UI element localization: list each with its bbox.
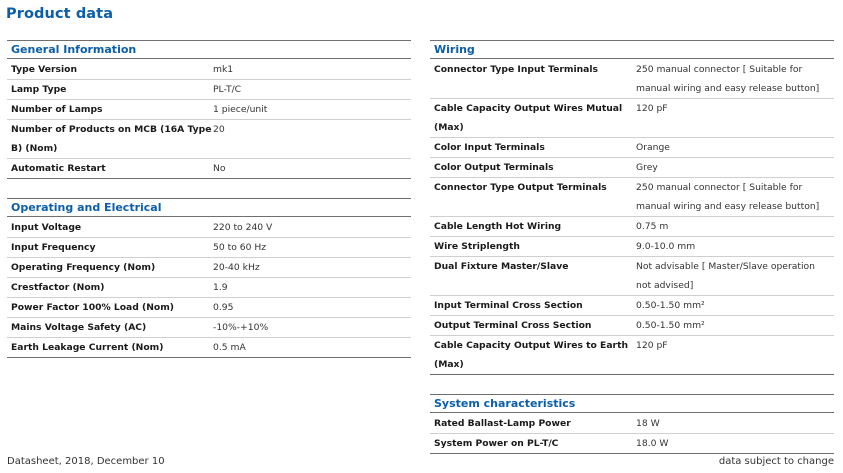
section-system-characteristics [430, 394, 834, 454]
spec-row [430, 257, 834, 296]
spec-row [430, 434, 834, 454]
spec-value: -10%-+10% [213, 322, 269, 333]
section-general-information [7, 40, 411, 179]
spec-value: Orange [636, 142, 670, 153]
spec-label: Input Frequency [11, 242, 96, 253]
footer-date: Datasheet, 2018, December 10 [7, 456, 165, 467]
spec-row [430, 237, 834, 257]
spec-row [7, 258, 411, 278]
spec-row [430, 99, 834, 138]
spec-label: Number of Lamps [11, 104, 103, 115]
spec-row [7, 218, 411, 238]
spec-row [7, 100, 411, 120]
spec-value: 220 to 240 V [213, 222, 273, 233]
spec-label: Connector Type Input Terminals [434, 64, 598, 75]
spec-value: 1 piece/unit [213, 104, 268, 115]
section-heading: Operating and Electrical [7, 198, 411, 217]
spec-label: Color Output Terminals [434, 162, 554, 173]
spec-row [430, 414, 834, 434]
spec-row [430, 178, 834, 217]
spec-label: System Power on PL-T/C [434, 438, 559, 449]
spec-label: Wire Striplength [434, 241, 520, 252]
spec-row [7, 278, 411, 298]
spec-value: Grey [636, 162, 658, 173]
spec-label: Operating Frequency (Nom) [11, 262, 156, 273]
spec-label: Output Terminal Cross Section [434, 320, 592, 331]
spec-row [430, 60, 834, 99]
spec-label: Power Factor 100% Load (Nom) [11, 302, 175, 313]
spec-value: 0.75 m [636, 221, 669, 232]
section-wiring [430, 40, 834, 375]
spec-value: 250 manual connector [ Suitable for manual wiring and easy release button] [636, 182, 820, 212]
spec-row [430, 336, 834, 375]
spec-row [430, 217, 834, 237]
spec-value: 0.50-1.50 mm² [636, 300, 705, 311]
spec-value: 18.0 W [636, 438, 669, 449]
spec-value: 120 pF [636, 103, 668, 114]
spec-label: Connector Type Output Terminals [434, 182, 607, 193]
spec-row [7, 298, 411, 318]
section-operating-and-electrical [7, 198, 411, 358]
footer-disclaimer: data subject to change [718, 456, 834, 467]
spec-value: Not advisable [ Master/Slave operation not advised] [636, 261, 815, 291]
spec-label: Mains Voltage Safety (AC) [11, 322, 147, 333]
spec-value: 1.9 [213, 282, 228, 293]
spec-label: Type Version [11, 64, 78, 75]
spec-value: 50 to 60 Hz [213, 242, 267, 253]
spec-row [7, 338, 411, 358]
right-column [430, 40, 834, 473]
spec-row [7, 60, 411, 80]
spec-row [430, 316, 834, 336]
spec-label: Input Voltage [11, 222, 82, 233]
spec-label: Number of Products on MCB (16A Type B) (Nom) [11, 124, 212, 154]
spec-row [7, 80, 411, 100]
section-heading: General Information [7, 40, 411, 59]
spec-value: 120 pF [636, 340, 668, 351]
spec-label: Cable Capacity Output Wires Mutual (Max) [434, 103, 623, 133]
spec-value: 20-40 kHz [213, 262, 260, 273]
spec-value: 0.50-1.50 mm² [636, 320, 705, 331]
spec-row [430, 296, 834, 316]
spec-label: Cable Length Hot Wiring [434, 221, 562, 232]
left-column [7, 40, 411, 377]
spec-label: Dual Fixture Master/Slave [434, 261, 569, 272]
spec-label: Lamp Type [11, 84, 67, 95]
spec-row [430, 138, 834, 158]
spec-label: Crestfactor (Nom) [11, 282, 105, 293]
spec-value: PL-T/C [213, 84, 242, 95]
spec-label: Earth Leakage Current (Nom) [11, 342, 164, 353]
spec-label: Rated Ballast-Lamp Power [434, 418, 571, 429]
spec-row [7, 318, 411, 338]
section-heading: Wiring [430, 40, 834, 59]
spec-value: No [213, 163, 226, 174]
spec-value: 250 manual connector [ Suitable for manual wiring and easy release button] [636, 64, 820, 94]
spec-value: 20 [213, 124, 225, 135]
spec-label: Input Terminal Cross Section [434, 300, 583, 311]
section-heading: System characteristics [430, 394, 834, 413]
spec-row [430, 158, 834, 178]
spec-row [7, 159, 411, 179]
spec-label: Color Input Terminals [434, 142, 545, 153]
spec-row [7, 120, 411, 159]
spec-label: Cable Capacity Output Wires to Earth (Max) [434, 340, 628, 370]
spec-value: 9.0-10.0 mm [636, 241, 696, 252]
spec-row [7, 238, 411, 258]
spec-label: Automatic Restart [11, 163, 106, 174]
spec-value: 18 W [636, 418, 660, 429]
page-title: Product data [6, 6, 114, 22]
spec-value: 0.5 mA [213, 342, 246, 353]
spec-value: mk1 [213, 64, 234, 75]
spec-value: 0.95 [213, 302, 234, 313]
